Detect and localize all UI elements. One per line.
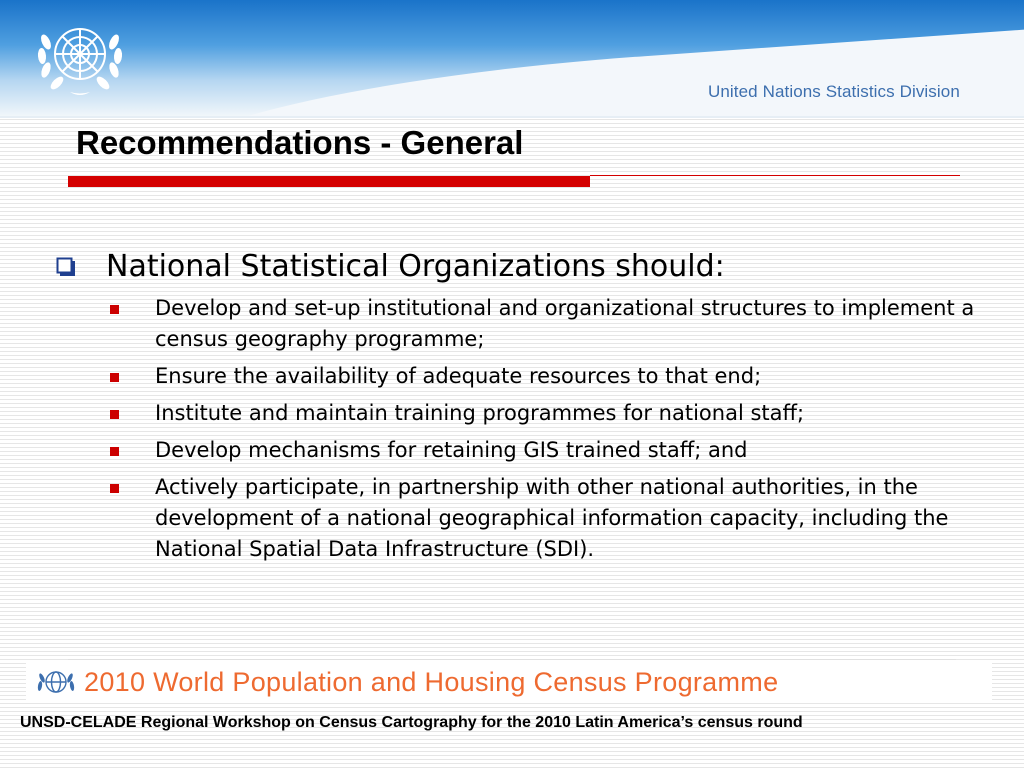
list-item xyxy=(110,293,1010,355)
main-point-text: National Statistical Organizations should: xyxy=(106,249,725,284)
list-item xyxy=(110,361,1010,392)
list-item xyxy=(110,398,1010,429)
square-bullet-icon xyxy=(110,373,119,382)
list-item-text: Develop and set-up institutional and organizational structures to implement a census geography programme; xyxy=(155,296,975,351)
header-swoosh xyxy=(146,21,1024,118)
header-divider xyxy=(0,116,1024,118)
census-programme-banner xyxy=(26,662,992,702)
header-banner xyxy=(0,0,1024,118)
list-item xyxy=(110,472,1010,565)
census-globe-icon xyxy=(34,666,78,698)
square-bullet-icon xyxy=(110,484,119,493)
page-title: Recommendations - General xyxy=(76,124,524,161)
list-item-text: Institute and maintain training programmes for national staff; xyxy=(155,401,805,425)
square-bullet-icon xyxy=(110,410,119,419)
sub-point-list xyxy=(110,293,1010,571)
hollow-square-icon xyxy=(56,257,76,277)
census-banner-text: 2010 World Population and Housing Census Programme xyxy=(84,666,779,697)
un-emblem-icon xyxy=(30,12,130,100)
list-item-text: Actively participate, in partnership with other national authorities, in the development of a national geographical information capacity, including the National Spatial Data Infrastructure (SDI). xyxy=(155,475,949,561)
list-item xyxy=(110,435,1010,466)
workshop-footer-note: UNSD-CELADE Regional Workshop on Census Cartography for the 2010 Latin America’s census round xyxy=(20,714,803,731)
square-bullet-icon xyxy=(110,447,119,456)
title-underline-thin xyxy=(590,175,960,176)
main-bullet-point xyxy=(56,249,725,284)
division-name: United Nations Statistics Division xyxy=(708,82,960,101)
list-item-text: Ensure the availability of adequate resources to that end; xyxy=(155,364,762,388)
footer-divider xyxy=(68,659,956,660)
title-underline-thick xyxy=(68,176,590,187)
list-item-text: Develop mechanisms for retaining GIS trained staff; and xyxy=(155,438,748,462)
square-bullet-icon xyxy=(110,305,119,314)
